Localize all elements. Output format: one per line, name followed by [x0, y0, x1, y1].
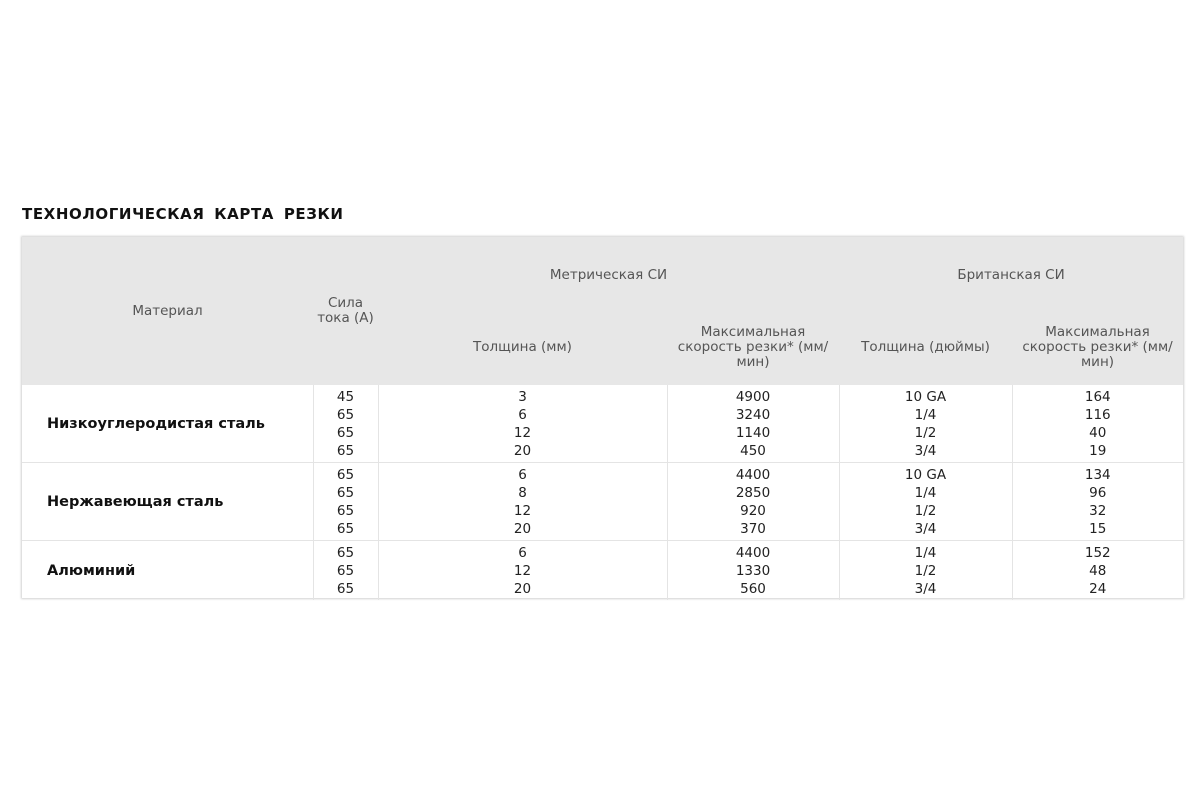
value: 40	[1089, 424, 1107, 441]
speed-in-cell	[1012, 463, 1183, 541]
header-speed-in: Максимальная скорость резки* (мм/мин)	[1012, 309, 1183, 385]
value: 3/4	[914, 442, 937, 459]
speed-mm-cell	[667, 541, 839, 601]
thickness-mm-cell	[378, 385, 667, 463]
page-title: ТЕХНОЛОГИЧЕСКАЯ КАРТА РЕЗКИ	[22, 205, 344, 223]
thickness-mm-cell	[378, 463, 667, 541]
value: 920	[740, 502, 766, 519]
value: 134	[1084, 466, 1111, 483]
value: 20	[513, 520, 532, 537]
value: 45	[336, 388, 355, 405]
value: 10 GA	[904, 466, 947, 483]
thickness-in-cell	[839, 541, 1012, 601]
value: 4400	[735, 544, 771, 561]
value: 12	[513, 562, 532, 579]
value: 65	[336, 406, 355, 423]
value: 6	[518, 406, 527, 423]
value: 152	[1084, 544, 1111, 561]
value: 65	[336, 520, 355, 537]
value: 1/2	[914, 502, 937, 519]
value: 12	[513, 424, 532, 441]
value: 164	[1084, 388, 1111, 405]
header-current: Сила тока (А)	[313, 237, 378, 385]
value: 48	[1089, 562, 1107, 579]
header-thickness-in: Толщина (дюймы)	[839, 309, 1012, 385]
value: 3/4	[914, 580, 937, 597]
value: 3240	[735, 406, 771, 423]
value: 20	[513, 442, 532, 459]
value: 6	[518, 466, 527, 483]
table-row	[22, 541, 1183, 601]
value: 450	[740, 442, 766, 459]
table-header	[22, 237, 1183, 385]
value: 3	[518, 388, 527, 405]
cutting-chart-table-container	[22, 237, 1183, 598]
current-cell	[313, 385, 378, 463]
table-body	[22, 385, 1183, 600]
thickness-mm-cell	[378, 541, 667, 601]
cutting-chart-table	[22, 237, 1183, 600]
material-cell: Нержавеющая сталь	[22, 463, 313, 541]
value: 20	[513, 580, 532, 597]
value: 19	[1089, 442, 1107, 459]
value: 1/4	[914, 406, 937, 423]
header-imperial-group: Британская СИ	[839, 237, 1183, 309]
speed-mm-cell	[667, 463, 839, 541]
value: 65	[336, 562, 355, 579]
value: 4900	[735, 388, 771, 405]
value: 6	[518, 544, 527, 561]
value: 1330	[735, 562, 771, 579]
material-cell: Низкоуглеродистая сталь	[22, 385, 313, 463]
value: 370	[740, 520, 766, 537]
value: 65	[336, 466, 355, 483]
material-cell: Алюминий	[22, 541, 313, 601]
speed-mm-cell	[667, 385, 839, 463]
value: 96	[1089, 484, 1107, 501]
value: 560	[740, 580, 766, 597]
current-cell	[313, 541, 378, 601]
value: 3/4	[914, 520, 937, 537]
thickness-in-cell	[839, 385, 1012, 463]
thickness-in-cell	[839, 463, 1012, 541]
value: 65	[336, 442, 355, 459]
current-cell	[313, 463, 378, 541]
value: 24	[1089, 580, 1107, 597]
value: 1/2	[914, 424, 937, 441]
speed-in-cell	[1012, 541, 1183, 601]
header-metric-group: Метрическая СИ	[378, 237, 839, 309]
header-thickness-mm: Толщина (мм)	[378, 309, 667, 385]
header-material: Материал	[22, 237, 313, 385]
value: 8	[518, 484, 527, 501]
value: 65	[336, 544, 355, 561]
value: 65	[336, 502, 355, 519]
value: 2850	[735, 484, 771, 501]
value: 4400	[735, 466, 771, 483]
table-row	[22, 463, 1183, 541]
value: 65	[336, 580, 355, 597]
value: 116	[1084, 406, 1111, 423]
value: 65	[336, 484, 355, 501]
header-speed-mm: Максимальная скорость резки* (мм/мин)	[667, 309, 839, 385]
value: 1/4	[914, 544, 937, 561]
speed-in-cell	[1012, 385, 1183, 463]
value: 1/2	[914, 562, 937, 579]
table-row	[22, 385, 1183, 463]
value: 1/4	[914, 484, 937, 501]
value: 15	[1089, 520, 1107, 537]
value: 10 GA	[904, 388, 947, 405]
value: 1140	[735, 424, 771, 441]
value: 32	[1089, 502, 1107, 519]
value: 12	[513, 502, 532, 519]
value: 65	[336, 424, 355, 441]
